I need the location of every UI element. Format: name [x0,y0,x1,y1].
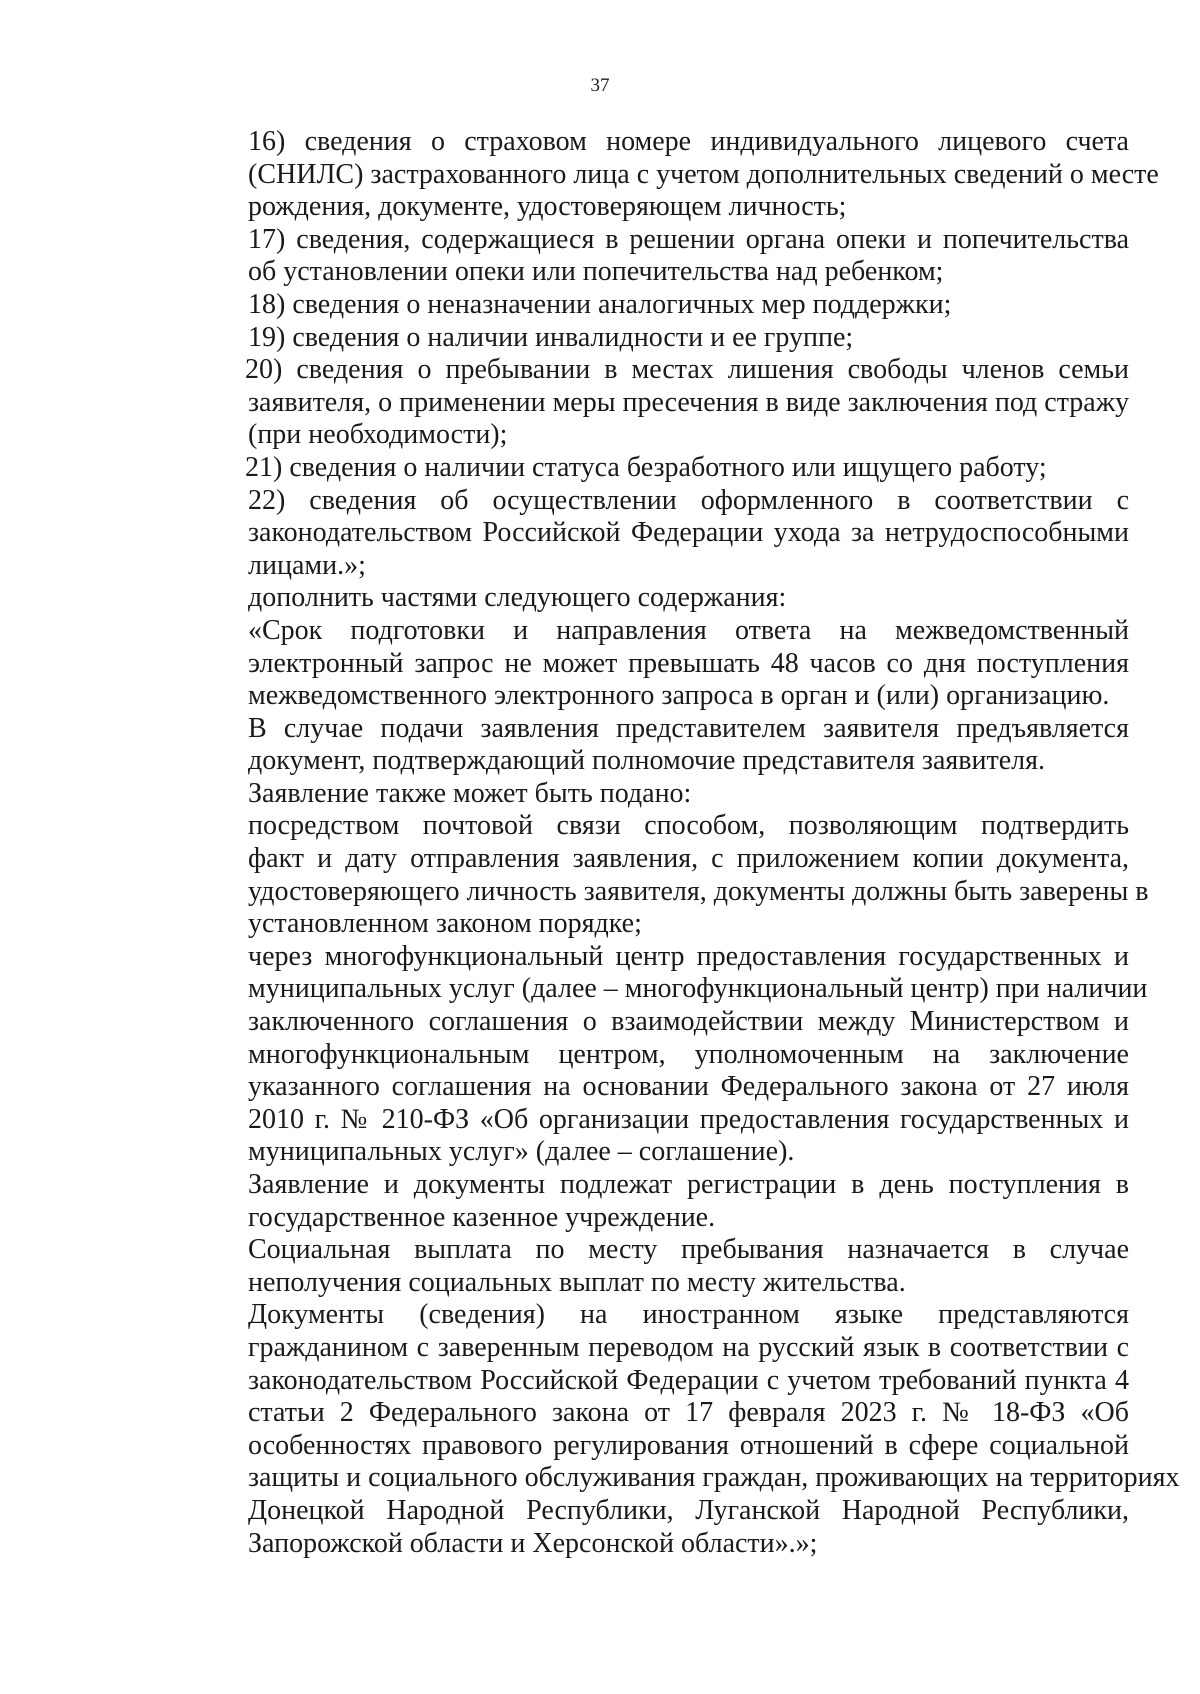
text-line: законодательством Российской Федерации с учетом требований пункта 4 [248,1364,1129,1396]
text-line: защиты и социального обслуживания граждан, проживающих на территориях [248,1462,1180,1494]
text-line: 19) сведения о наличии инвалидности и ее группе; [248,321,854,353]
text-line: 2010 г. № 210-ФЗ «Об организации предоставления государственных и [248,1103,1129,1135]
text-line: об установлении опеки или попечительства над ребенком; [248,256,944,288]
paragraph-postal [174,810,1149,940]
paragraph-social-payment [174,1234,1129,1299]
list-item-20 [174,354,1129,452]
text-line: муниципальных услуг» (далее – соглашение). [248,1136,795,1168]
list-item-18 [174,289,1129,322]
text-line: статьи 2 Федерального закона от 17 февраля 2023 г. № 18-ФЗ «Об [248,1397,1129,1429]
text-line: Заявление также может быть подано: [248,777,692,809]
text-line: документ, подтверждающий полномочие представителя заявителя. [248,745,1046,777]
paragraph-representative [174,713,1129,778]
text-line: 21) сведения о наличии статуса безработного или ищущего работу; [245,451,1047,483]
text-line: законодательством Российской Федерации ухода за нетрудоспособными [248,517,1129,549]
text-line: заявителя, о применении меры пресечения в виде заключения под стражу [248,386,1130,418]
text-line: указанного соглашения на основании Федерального закона от 27 июля [248,1071,1129,1103]
list-item-21 [174,452,1129,485]
amendment-intro [174,582,1129,615]
text-line: (СНИЛС) застрахованного лица с учетом дополнительных сведений о месте [248,158,1159,190]
page-number: 37 [590,75,610,96]
text-line: 18) сведения о неназначении аналогичных мер поддержки; [248,288,952,320]
text-line: Заявление и документы подлежат регистрации в день поступления в [248,1169,1129,1200]
list-item-16 [174,126,1159,224]
list-item-19 [174,322,1129,355]
paragraph-registration [174,1169,1129,1234]
text-line: межведомственного электронного запроса в орган и (или) организацию. [248,680,1110,712]
text-line: В случае подачи заявления представителем заявителя предъявляется [248,712,1129,744]
text-line: заключенного соглашения о взаимодействии между Министерством и [248,1006,1129,1038]
text-line: через многофункциональный центр предоставления государственных и [248,940,1129,972]
text-line: государственное казенное учреждение. [248,1201,716,1233]
text-line: неполучения социальных выплат по месту жительства. [248,1266,906,1298]
text-line: удостоверяющего личность заявителя, документы должны быть заверены в [248,875,1149,907]
text-line: Донецкой Народной Республики, Луганской Народной Республики, [248,1494,1129,1526]
text-line: 22) сведения об осуществлении оформленного в соответствии с [248,484,1129,516]
text-line: посредством почтовой связи способом, позволяющим подтвердить [248,810,1129,842]
list-item-17 [174,224,1129,289]
text-line: установленном законом порядке; [248,908,642,940]
text-line: многофункциональным центром, уполномоченным на заключение [248,1038,1129,1070]
text-line: лицами.»; [248,549,366,581]
text-line: 17) сведения, содержащиеся в решении органа опеки и попечительства [248,223,1129,255]
text-line: электронный запрос не может превышать 48 часов со дня поступления [248,647,1129,679]
paragraph-submission-ways [174,778,1129,811]
document-body [174,126,1180,1560]
text-line: (при необходимости); [248,419,508,451]
paragraph-response-deadline [174,615,1129,713]
list-item-22 [174,485,1129,583]
text-line: особенностях правового регулирования отношений в сфере социальной [248,1429,1129,1461]
text-line: муниципальных услуг (далее – многофункциональный центр) при наличии [248,973,1148,1005]
text-line: 16) сведения о страховом номере индивидуального лицевого счета [248,126,1129,157]
paragraph-mfc [174,940,1148,1169]
text-line: рождения, документе, удостоверяющем личность; [248,191,847,223]
text-line: факт и дату отправления заявления, с приложением копии документа, [248,843,1129,875]
text-line: дополнить частями следующего содержания: [248,582,787,614]
text-line: Социальная выплата по месту пребывания назначается в случае [248,1234,1129,1266]
text-line: 20) сведения о пребывании в местах лишения свободы членов семьи [245,354,1129,386]
text-line: «Срок подготовки и направления ответа на межведомственный [248,614,1129,646]
text-line: Документы (сведения) на иностранном языке представляются [248,1299,1129,1331]
text-line: гражданином с заверенным переводом на русский язык в соответствии с [248,1331,1129,1363]
paragraph-foreign-documents [174,1299,1180,1560]
text-line: Запорожской области и Херсонской области».»; [248,1527,818,1559]
